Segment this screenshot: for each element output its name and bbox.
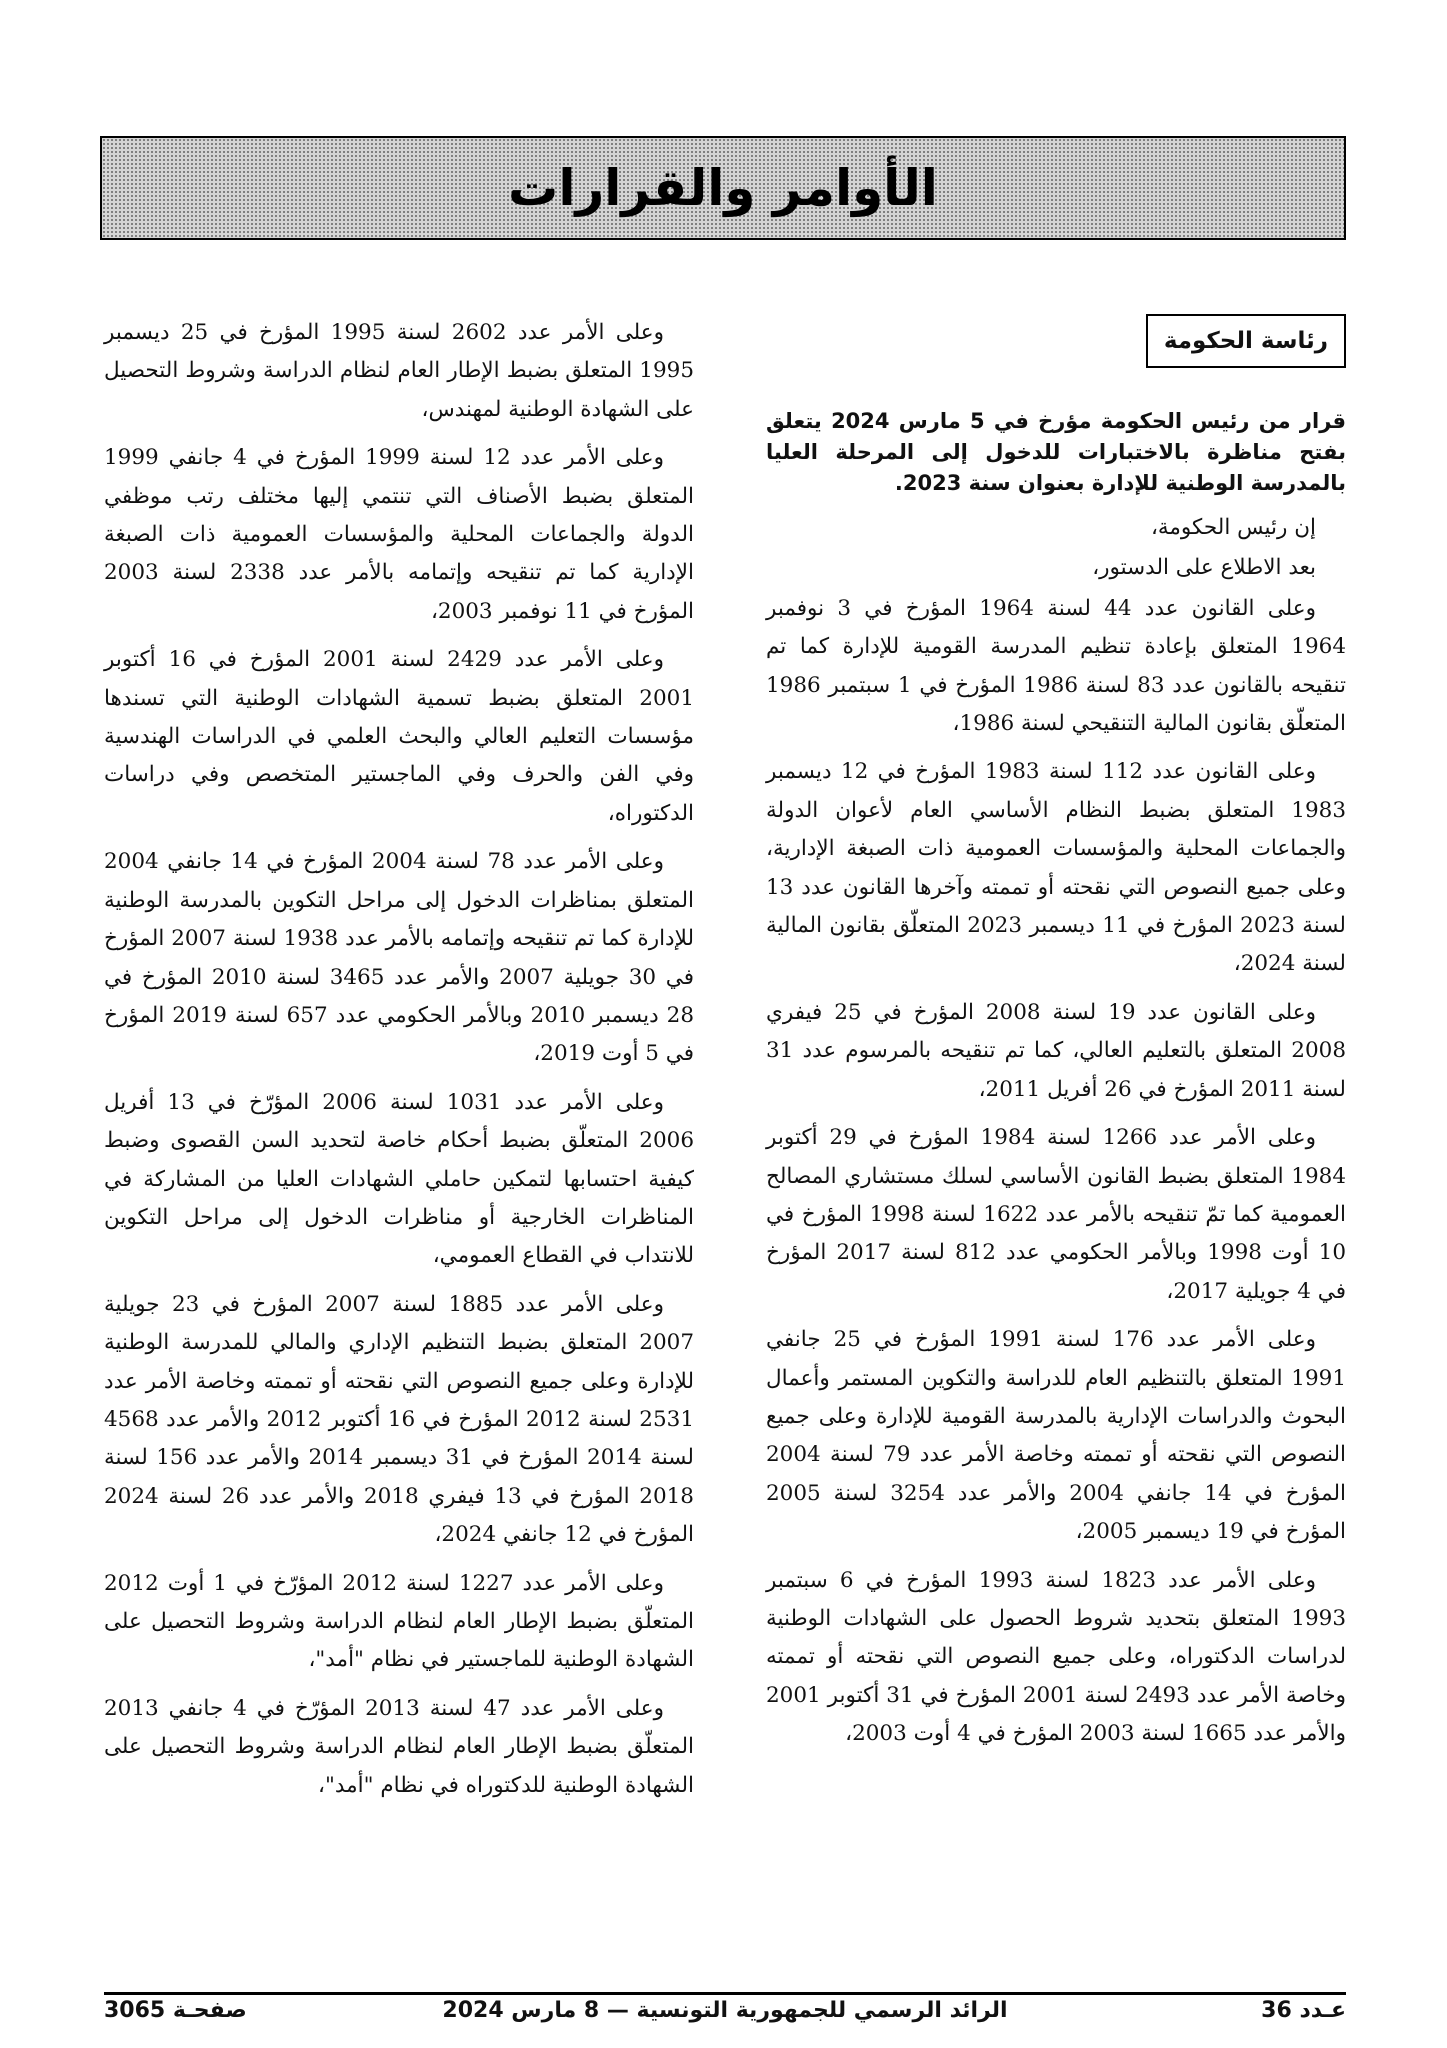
paragraph: وعلى القانون عدد 44 لسنة 1964 المؤرخ في 3 نوفمبر 1964 المتعلق بإعادة تنظيم المدرسة القومية للإدارة كما تم تنقيحه بالقانون عدد 83 لسنة 1986 المؤرخ في 1 سبتمبر 1986 المتعلّق بقانون المالية التنقيحي لسنة 1986، (766, 595, 1346, 737)
paragraph: وعلى الأمر عدد 12 لسنة 1999 المؤرخ في 4 جانفي 1999 المتعلق بضبط الأصناف التي تنتمي إليها مختلف رتب موظفي الدولة والجماعات المحلية والمؤسسات العمومية ذات الصبغة الإدارية كما تم تنقيحه وإتمامه بالأمر عدد 2338 لسنة 2003 المؤرخ في 11 نوفمبر 2003، (104, 445, 694, 624)
paragraph: وعلى الأمر عدد 176 لسنة 1991 المؤرخ في 25 جانفي 1991 المتعلق بالتنظيم العام للدراسة والتكوين المستمر وأعمال البحوث والدراسات الإدارية بالمدرسة القومية للإدارة وعلى جميع النصوص التي نقحته أو تممته وخاصة الأمر عدد 79 لسنة 2004 المؤرخ في 14 جانفي 2004 والأمر عدد 3254 لسنة 2005 المؤرخ في 19 ديسمبر 2005، (766, 1327, 1346, 1545)
publication-line: الرائد الرسمي للجمهورية التونسية — 8 مارس 2024 (442, 1998, 1008, 2023)
paragraph: وعلى الأمر عدد 2429 لسنة 2001 المؤرخ في 16 أكتوبر 2001 المتعلق بضبط تسمية الشهادات الوطنية التي تسندها مؤسسات التعليم العالي والبحث العلمي في الدراسات الهندسية وفي الفن والحرف وفي الماجستير المتخصص وفي دراسات الدكتوراه، (104, 647, 694, 826)
section-banner (100, 136, 1346, 240)
footer-divider (104, 1992, 1346, 1995)
paragraph: وعلى الأمر عدد 1885 لسنة 2007 المؤرخ في 23 جويلية 2007 المتعلق بضبط التنظيم الإداري والمالي للمدرسة الوطنية للإدارة وعلى جميع النصوص التي نقحته أو تممته وخاصة الأمر عدد 2531 لسنة 2012 المؤرخ في 16 أكتوبر 2012 والأمر عدد 4568 لسنة 2014 المؤرخ في 31 ديسمبر 2014 والأمر عدد 156 لسنة 2018 المؤرخ في 13 فيفري 2018 والأمر عدد 26 لسنة 2024 المؤرخ في 12 جانفي 2024، (104, 1291, 694, 1548)
paragraph: وعلى الأمر عدد 2602 لسنة 1995 المؤرخ في 25 ديسمبر 1995 المتعلق بضبط الإطار العام لنظام الدراسة وشروط التحصيل على الشهادة الوطنية لمهندس، (104, 320, 694, 422)
paragraph: وعلى الأمر عدد 47 لسنة 2013 المؤرّخ في 4 جانفي 2013 المتعلّق بضبط الإطار العام لنظام الدراسة وشروط التحصيل على الشهادة الوطنية للدكتوراه في نظام "أمد"، (104, 1695, 694, 1798)
left-column (104, 314, 694, 1807)
decree-title: قرار من رئيس الحكومة مؤرخ في 5 مارس 2024 يتعلق بفتح مناظرة بالاختبارات للدخول إلى المرحلة العليا بالمدرسة الوطنية للإدارة بعنوان سنة 2023. (766, 409, 1347, 495)
page-number: صفحـة 3065 (104, 1998, 247, 2023)
page-footer (104, 1998, 1346, 2042)
section-heading: رئاسة الحكومة (1146, 314, 1346, 368)
paragraph: وعلى الأمر عدد 1227 لسنة 2012 المؤرّخ في 1 أوت 2012 المتعلّق بضبط الإطار العام لنظام الدراسة وشروط التحصيل على الشهادة الوطنية للماجستير في نظام "أمد"، (104, 1570, 694, 1673)
paragraph: وعلى القانون عدد 112 لسنة 1983 المؤرخ في 12 ديسمبر 1983 المتعلق بضبط النظام الأساسي العام لأعوان الدولة والجماعات المحلية والمؤسسات العمومية ذات الصبغة الإدارية، وعلى جميع النصوص التي نقحته أو تممته وآخرها القانون عدد 13 لسنة 2023 المؤرخ في 11 ديسمبر 2023 المتعلّق بقانون المالية لسنة 2024، (766, 759, 1346, 977)
paragraph: بعد الاطلاع على الدستور، (1092, 555, 1316, 581)
banner-title: الأوامر والقرارات (508, 159, 938, 217)
paragraph: وعلى الأمر عدد 1266 لسنة 1984 المؤرخ في 29 أكتوبر 1984 المتعلق بضبط القانون الأساسي لسلك مستشاري المصالح العمومية كما تمّ تنقيحه بالأمر عدد 1622 لسنة 1998 المؤرخ في 10 أوت 1998 وبالأمر الحكومي عدد 812 لسنة 2017 المؤرخ في 4 جويلية 2017، (766, 1125, 1347, 1304)
issue-number: عـدد 36 (1261, 1998, 1346, 2023)
right-column (766, 314, 1346, 1756)
paragraph: وعلى الأمر عدد 1823 لسنة 1993 المؤرخ في 6 سبتمبر 1993 المتعلق بتحديد شروط الحصول على الشهادات الوطنية لدراسات الدكتوراه، وعلى جميع النصوص التي نقحته أو تممته وخاصة الأمر عدد 2493 لسنة 2001 المؤرخ في 31 أكتوبر 2001 والأمر عدد 1665 لسنة 2003 المؤرخ في 4 أوت 2003، (766, 1567, 1346, 1747)
paragraph: وعلى الأمر عدد 78 لسنة 2004 المؤرخ في 14 جانفي 2004 المتعلق بمناظرات الدخول إلى مراحل التكوين بالمدرسة الوطنية للإدارة كما تم تنقيحه وإتمامه بالأمر عدد 1938 لسنة 2007 المؤرخ في 30 جويلية 2007 والأمر عدد 3465 لسنة 2010 المؤرخ في 28 ديسمبر 2010 وبالأمر الحكومي عدد 657 لسنة 2019 المؤرخ في 5 أوت 2019، (104, 849, 695, 1067)
paragraph: إن رئيس الحكومة، (1150, 515, 1316, 540)
paragraph: وعلى القانون عدد 19 لسنة 2008 المؤرخ في 25 فيفري 2008 المتعلق بالتعليم العالي، كما تم تنقيحه بالمرسوم عدد 31 لسنة 2011 المؤرخ في 26 أفريل 2011، (766, 999, 1346, 1102)
paragraph: وعلى الأمر عدد 1031 لسنة 2006 المؤرّخ في 13 أفريل 2006 المتعلّق بضبط أحكام خاصة لتحديد السن القصوى وضبط كيفية احتسابها لتمكين حاملي الشهادات العليا من المشاركة في المناظرات الخارجية أو مناظرات الدخول إلى مراحل التكوين للانتداب في القطاع العمومي، (104, 1089, 694, 1269)
